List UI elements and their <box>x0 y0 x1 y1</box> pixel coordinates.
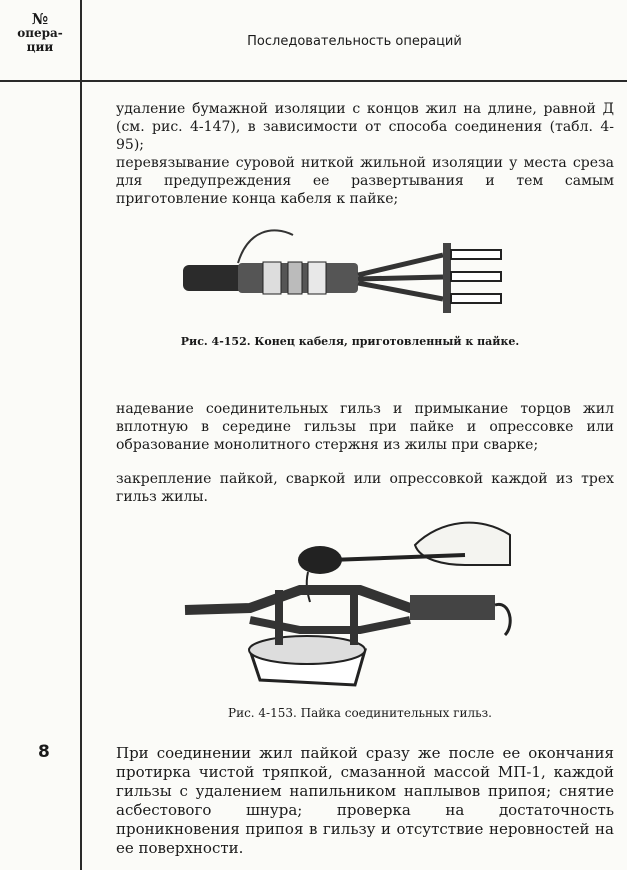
number-label-line2: ции <box>26 40 54 54</box>
number-label-line1: опера- <box>17 26 63 40</box>
operations-sequence-header: Последовательность операций <box>247 34 462 49</box>
paragraph-sleeve-fitting: надевание соединительных гильз и примыкание торцов жил вплотную в середине гильзы при пайке и опрессовке или образование монолитного стержня из жилы при сварке; <box>116 401 614 453</box>
operation-number-header <box>0 12 80 54</box>
paragraph-insulation-removal: удаление бумажной изоляции с концов жил на длине, равной Д (см. рис. 4-147), в зависимости от способа соединения (табл. 4-95); <box>116 101 614 153</box>
figure-sleeve-soldering-illustration <box>180 510 530 695</box>
figure-caption-4-153: Рис. 4-153. Пайка соединительных гильз. <box>228 706 492 720</box>
operation-number: 8 <box>38 742 50 762</box>
figure-caption-4-152: Рис. 4-152. Конец кабеля, приготовленный к пайке. <box>180 335 520 348</box>
paragraph-sleeve-fixing: закрепление пайкой, сваркой или опрессовкой каждой из трех гильз жилы. <box>116 471 614 505</box>
number-symbol: № <box>31 10 49 28</box>
header-divider <box>0 80 627 82</box>
paragraph-soldering-cleanup: При соединении жил пайкой сразу же после ее окончания протирка чистой тряпкой, смазанной массой МП-1, каждой гильзы с удалением напильником наплывов припоя; снятие асбестового шнура; проверка на достаточность проникновения припоя в гильзу и отсутствие неровностей на ее поверхности. <box>116 744 614 857</box>
paragraph-thread-binding: перевязывание суровой ниткой жильной изоляции у места среза для предупреждения ее развертывания и тем самым приготовление конца кабеля к пайке; <box>116 155 614 207</box>
column-divider-vertical <box>80 0 82 870</box>
figure-cable-end-illustration <box>178 225 523 325</box>
